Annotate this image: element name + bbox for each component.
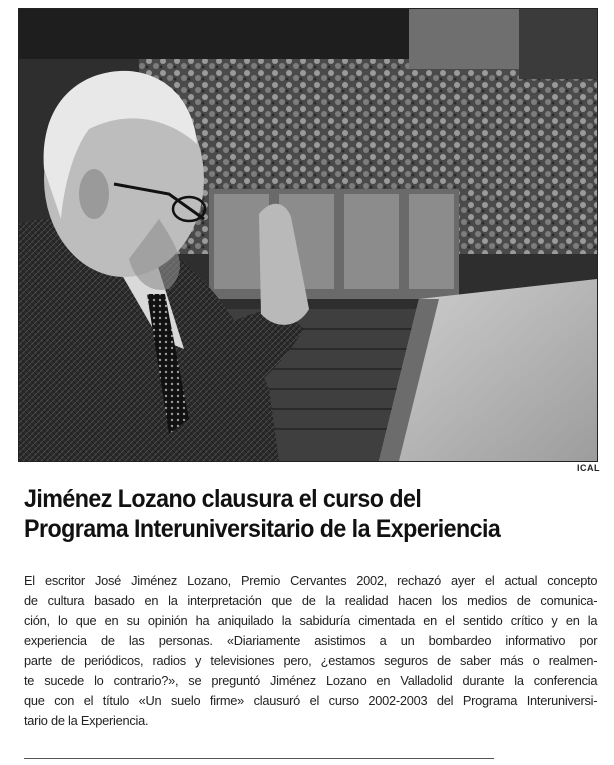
- body-line: experiencia de las personas. «Diariamente asistimos a un bombardeo informativo por: [24, 633, 598, 648]
- photo-illustration: [19, 9, 597, 461]
- body-line: de cultura basado en la interpretación que de la realidad hacen los medios de comunica-: [24, 593, 598, 608]
- news-photo: [18, 8, 598, 462]
- photo-credit: ICAL: [577, 463, 600, 473]
- article-headline: [24, 484, 563, 544]
- headline-line: Programa Interuniversitario de la Experiencia: [24, 515, 501, 543]
- article-body: [24, 571, 597, 731]
- body-line: El escritor José Jiménez Lozano, Premio Cervantes 2002, rechazó ayer el actual concepto: [24, 573, 598, 588]
- body-line: te sucede lo contrario?», se preguntó Jiménez Lozano en Valladolid durante la conferencia: [24, 673, 598, 688]
- body-line: parte de periódicos, radios y televisiones pero, ¿estamos seguros de saber más o realmen-: [24, 653, 598, 668]
- headline-line: Jiménez Lozano clausura el curso del: [24, 485, 422, 513]
- body-line: que con el título «Un suelo firme» clausuró el curso 2002-2003 del Programa Interuniversi-: [24, 693, 598, 708]
- bottom-divider: [24, 758, 494, 759]
- body-line: ción, lo que en su opinión ha aniquilado la sabiduría cimentada en el sentido crítico y en la: [24, 613, 598, 628]
- body-line: tario de la Experiencia.: [24, 713, 149, 728]
